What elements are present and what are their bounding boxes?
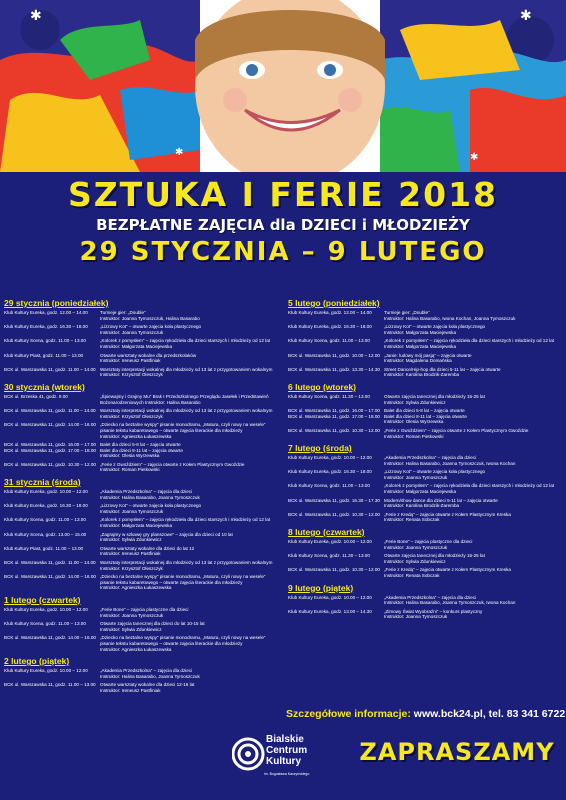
event-description: „Lizzowy Kot” – otwarte zajęcia koła plastycznego Instruktor: Joanna Tymoszczuk: [100, 324, 202, 335]
event-description: „Akademia Przedszkolna” – zajęcia dla dzieci Instruktor: Halina Basarabo, Joanna Tymoszczuk, Iwona Kochan: [384, 594, 516, 606]
svg-text:✱: ✱: [30, 8, 42, 24]
day-title: 9 lutego (piątek): [288, 582, 354, 593]
event-row: [4, 422, 274, 439]
event-description: Otwarte warsztaty wokalne dla dzieci 12-16 lat Instruktor: Ireneusz Pastfiniak: [100, 682, 195, 693]
event-description: „Dziecko na beztalne wyspy” pisanie monodramu, „Matura, czyli nowy na wesele” pisanie tekstu kabaretowego – otwarte zajęcia literackie dla młodzieży Instruktor: Agnieszka Łukaszewska: [100, 574, 266, 591]
closing-invitation: ZAPRASZAMY: [359, 738, 555, 766]
event-row: [288, 567, 558, 578]
event-venue-time: Klub Kultury Scena, godz. 11.30 – 13.00: [288, 393, 370, 399]
logo-line-1: Bialskie: [266, 734, 304, 745]
event-row: [288, 539, 558, 550]
event-venue-time: Klub Kultury Scena, godz. 13.00 – 15.00: [4, 531, 87, 537]
day-block: [288, 527, 558, 579]
event-description: „Kolorek z pomysłem” – zajęcia rękodzieła dla dzieci starszych i młodzieży od 12 lat Instruktor: Małgorzata Maciejewska: [384, 483, 555, 495]
event-description: Turnieje gier: „Double” Instruktor: Halina Basarabo, Iwona Kochan, Joanna Tymoszczuk: [384, 310, 516, 321]
event-venue-time: Klub Kultury Eureka, godz. 16.30 – 18.00: [4, 503, 88, 509]
event-venue-time: Klub Kultury Eureka, godz. 10.00 – 12.00: [288, 455, 372, 461]
svg-text:✱: ✱: [520, 8, 532, 24]
event-description: „Dziecko na beztalne wyspy” pisanie monodramu, „Matura, czyli nowy na wesele” pisanie tekstu kabaretowego – otwarte zajęcia literackie dla młodzieży Instruktor: Agnieszka Łukaszewska: [100, 635, 266, 652]
event-venue-time: Klub Kultury Eureka, godz. 12.00 – 14.00: [4, 310, 88, 315]
event-venue-time: Klub Kultury Eureka, godz. 12.00 – 14.00: [288, 310, 372, 315]
event-venue-time: BCK ul. Warszawska 11, godz. 10.30 – 12.00: [288, 567, 380, 573]
event-venue-time: Klub Kultury Eureka, godz. 10.00 – 12.00: [288, 594, 372, 600]
event-description: „Kolorek z pomysłem” – zajęcia rękodzieła dla dzieci starszych i młodzieży od 12 lat Instruktor: Małgorzata Maciejewska: [100, 517, 271, 529]
svg-text:✱: ✱: [470, 152, 479, 163]
event-row: [4, 462, 274, 473]
event-row: [4, 517, 274, 528]
event-row: [288, 455, 558, 466]
logo-line-2: Centrum: [266, 745, 308, 756]
poster-dates: 29 STYCZNIA – 9 LUTEGO: [79, 237, 487, 267]
day-title: 7 lutego (środa): [288, 443, 352, 454]
event-venue-time: Klub Kultury Scena, godz. 11.00 – 13.00: [4, 338, 86, 344]
day-title: 29 stycznia (poniedziałek): [4, 298, 109, 308]
event-row: [288, 428, 558, 439]
event-row: [4, 489, 274, 500]
event-venue-time: Klub Kultury Eureka, godz. 10.00 – 12.00: [288, 539, 372, 545]
day-title: 6 lutego (wtorek): [288, 381, 357, 392]
event-description: Otwarte warsztaty wokalne dla przedszkolaków Instruktor: Ireneusz Pastfiniak: [100, 352, 197, 364]
event-row: [288, 408, 558, 425]
event-row: [288, 469, 558, 480]
event-description: „Ferie z Gwoździem” – zajęcia otwarte z Kołem Plastycznym Gwoździe Instruktor: Roman Pietkowski: [100, 461, 245, 473]
event-venue-time: BCK ul. Warszawska 11, godz. 14.00 – 16.00: [4, 422, 96, 428]
event-venue-time: Klub Kultury Eureka, godz. 13.00 – 14.30: [288, 608, 372, 614]
event-description: „Lizzowy Kot” – otwarte zajęcia koła plastycznego Instruktor: Małgorzata Maciejewska: [384, 324, 486, 335]
event-venue-time: BCK ul. Warszawska 11, godz. 16.00 – 17.00 BCK ul. Warszawska 11, godz. 17.00 – 18.00: [4, 442, 96, 453]
event-row: [288, 324, 558, 335]
event-venue-time: BCK ul. Warszawska 11, godz. 13.30 – 14.30: [288, 366, 380, 372]
event-row: [4, 668, 274, 679]
day-block: [4, 477, 274, 591]
event-description: „Lizzowy Kot” – otwarte zajęcia koła plastycznego Instruktor: Joanna Tymoszczuk: [100, 503, 202, 514]
event-venue-time: BCK ul. Warszawska 11, godz. 11.00 – 13.00: [4, 682, 96, 688]
day-block: [288, 583, 558, 620]
event-venue-time: Klub Kultury Scena, godz. 11.00 – 13.00: [288, 338, 370, 344]
event-venue-time: BCK ul. Warszawska 11, godz. 14.00 – 16.00: [4, 635, 96, 641]
event-row: [4, 408, 274, 419]
event-row: [288, 483, 558, 494]
event-venue-time: Klub Kultury Scena, godz. 11.00 – 13.00: [4, 621, 86, 627]
event-row: [288, 595, 558, 606]
event-description: Otwarte warsztaty wokalne dla dzieci do lat 12 Instruktor: Ireneusz Pastfiniak: [100, 545, 195, 557]
info-contact[interactable]: www.bck24.pl, tel. 83 341 6722: [413, 708, 566, 720]
bck-logo: [232, 728, 352, 796]
event-description: „Zimowy Świat Wyobraźni” – konkurs plastyczny Instruktor: Joanna Tymoszczuk: [384, 608, 483, 620]
event-row: [288, 353, 558, 364]
day-title: 31 stycznia (środa): [4, 477, 81, 488]
event-venue-time: Klub Kultury Scena, godz. 11.00 – 13.00: [288, 483, 370, 489]
event-description: Turnieje gier: „Double” Instruktor: Joanna Tymoszczuk, Halina Basarabo: [100, 310, 200, 321]
event-description: „Akademia Przedszkolna” – zajęcia dla dzieci Instruktor: Halina Basarabo, Joanna Tymoszczuk, Iwona Kochan: [384, 455, 516, 466]
event-description: „Janie: ludowy mój pasją” – zajęcia otwarte Instruktor: Magdalena Domańska: [384, 352, 472, 364]
day-block: [288, 443, 558, 523]
event-description: „Ferie z Kredą” – zajęcia otwarte z Kołem Plastycznym Kreska Instruktor: Renata Sobczak: [384, 567, 511, 578]
event-description: „Śpiewajmy i Grajmy Mu” Brak I Przedszkolnego Przeglądu Jasełek i Przedstawień Bożonarodzeniowych Instruktor: Halina Basarabo: [100, 393, 269, 405]
schedule-right-column: [288, 298, 558, 624]
event-description: „Zagrajmy w szkawę gry planszowe” – zajęcia dla dzieci od 10 lat Instruktor: Sylwia Zdunkiewicz: [100, 531, 233, 543]
day-block: [4, 656, 274, 693]
event-description: Warsztaty interpretacji wokalnej dla młodzieży od 13 lat z przygotowaniem wokalnym Instruktor: Krzysztof Oleszczyk: [100, 366, 273, 378]
painted-hands-child-illustration: [0, 0, 566, 172]
event-description: „Kolorek z pomysłem” – zajęcia rękodzieła dla dzieci starszych i młodzieży od 12 lat Instruktor: Małgorzata Maciejewska: [384, 338, 555, 349]
event-row: [288, 310, 558, 321]
poster-title: SZTUKA I FERIE 2018: [67, 175, 499, 214]
event-venue-time: BCK ul. Warszawska 11, godz. 10.30 – 12.00: [288, 511, 380, 517]
logo-subtitle: im. Bogusława Kaczyńskiego: [264, 772, 310, 776]
day-title: 1 lutego (czwartek): [4, 594, 81, 605]
event-venue-time: Klub Kultury Eureka, godz. 16.30 – 18.00: [4, 324, 88, 330]
day-title: 5 lutego (poniedziałek): [288, 298, 380, 308]
event-description: „Akademia Przedszkolna” – zajęcia dla dzieci Instruktor: Halina Basarabo, Joanna Tymoszczuk: [100, 489, 200, 500]
day-block: [288, 382, 558, 439]
event-venue-time: Klub Kultury Eureka, godz. 10.00 – 12.00: [4, 606, 88, 612]
event-description: „Ferie z Gwoździem” – zajęcia otwarte z Kołem Plastycznym Gwoździe Instruktor: Roman Pietkowski: [384, 427, 529, 439]
event-row: [4, 532, 274, 543]
poster-subtitle: BEZPŁATNE ZAJĘCIA dla DZIECI i MŁODZIEŻY: [96, 216, 470, 234]
event-description: „Kolorek z pomysłem” – zajęcia rękodzieła dla dzieci starszych i młodzieży od 12 lat Instruktor: Małgorzata Maciejewska: [100, 338, 271, 349]
event-row: [4, 394, 274, 405]
event-venue-time: Klub Kultury Piast, godz. 11.00 – 13.00: [4, 352, 84, 358]
event-row: [4, 574, 274, 591]
event-description: Warsztaty interpretacji wokalnej dla młodzieży od 13 lat z przygotowaniem wokalnym Instruktor: Krzysztof Oleszczyk: [100, 560, 273, 571]
event-row: [288, 609, 558, 620]
event-description: „Ferie Bone” – zajęcia plastyczne dla dzieci Instruktor: Joanna Tymoszczuk: [100, 606, 189, 618]
event-row: [4, 442, 274, 459]
event-row: [4, 338, 274, 349]
event-description: Warsztaty interpretacji wokalnej dla młodzieży od 13 lat z przygotowaniem wokalnym Instruktor: Krzysztof Oleszczyk: [100, 408, 273, 419]
spiral-logo-icon: [232, 734, 266, 774]
event-row: [4, 560, 274, 571]
event-row: [4, 546, 274, 557]
event-row: [288, 512, 558, 523]
contact-info: [286, 708, 566, 720]
logo-line-3: Kultury: [266, 756, 301, 767]
event-row: [4, 353, 274, 364]
info-label: Szczegółowe informacje:: [286, 708, 411, 720]
event-row: [4, 310, 274, 321]
event-venue-time: BCK ul. Warszawska 11, godz. 14.00 – 16.00: [4, 574, 96, 580]
event-description: Balet dla dzieci 5-8 lat – zajęcia otwarte Balet dla dzieci 8-11 lat – zajęcia otwarte Instruktor: Olesia Wyrzewska: [100, 442, 183, 459]
event-description: Balet dla dzieci 5-8 lat – zajęcia otwarte Balet dla dzieci 8-11 lat – zajęcia otwarte Instruktor: Olesia Wyrzewska: [384, 408, 467, 425]
event-description: „Ferie Bone” – zajęcia plastyczne dla dzieci Instruktor: Joanna Tymoszczuk: [384, 539, 473, 550]
event-venue-time: Klub Kultury Eureka, godz. 10.00 – 12.00: [4, 668, 88, 674]
event-row: [4, 635, 274, 652]
day-title: 2 lutego (piątek): [4, 656, 70, 667]
event-description: Otwarte zajęcia tanecznej dla dzieci do lat 10-15 lat Instruktor: Sylwia Zdunkiewicz: [100, 621, 205, 632]
day-block: [4, 595, 274, 652]
day-block: [4, 382, 274, 473]
event-description: Street Dance/Hip-hop dla dzieci 5-11 lat – zajęcia otwarte Instruktor: Karolina Brodzik-Zaremba: [384, 366, 501, 378]
event-venue-time: BCK ul. Warszawska 11, godz. 10.00 – 12.00: [288, 352, 380, 358]
hero-photo: [0, 0, 566, 172]
schedule-left-column: [4, 298, 274, 698]
day-title: 8 lutego (czwartek): [288, 527, 365, 538]
event-row: [4, 324, 274, 335]
event-venue-time: Klub Kultury Eureka, godz. 16.30 – 18.00: [288, 469, 372, 475]
event-row: [288, 553, 558, 564]
event-venue-time: BCK ul. Warszawska 11, godz. 16.00 – 17.00 BCK ul. Warszawska 11, godz. 17.00 – 18.00: [288, 408, 380, 419]
event-venue-time: BCK ul. Warszawska 11, godz. 11.00 – 14.00: [4, 366, 96, 372]
event-row: [288, 367, 558, 378]
day-block: [288, 298, 558, 378]
event-row: [4, 607, 274, 618]
event-venue-time: BCK ul. Warszawska 11, godz. 10.30 – 12.00: [288, 427, 380, 433]
day-block: [4, 298, 274, 378]
event-venue-time: Klub Kultury Scena, godz. 11.30 – 13.00: [288, 553, 370, 559]
event-venue-time: BCK ul. Warszawska 11, godz. 11.00 – 14.00: [4, 560, 96, 565]
event-row: [288, 338, 558, 349]
event-description: „Ferie z Kredą” – zajęcia otwarte z Kołem Plastycznym Kreska Instruktor: Renata Sobczak: [384, 511, 511, 523]
event-row: [288, 394, 558, 405]
event-row: [288, 498, 558, 509]
event-description: „Dziecko na beztalne wyspy” pisanie monodramu, „Matura, czyli nowy na wesele” pisanie tekstu kabaretowego – otwarte zajęcia literackie dla młodzieży Instruktor: Agnieszka Łukaszewska: [100, 422, 266, 439]
event-venue-time: Klub Kultury Piast, godz. 11.00 – 13.00: [4, 545, 84, 551]
day-title: 30 stycznia (wtorek): [4, 381, 85, 392]
event-description: Otwarte zajęcia tanecznej dla młodzieży 15-25 lat Instruktor: Sylwia Zdunkiewicz: [384, 393, 485, 405]
event-description: Otwarte zajęcia tanecznej dla młodzieży 15-25 lat Instruktor: Sylwia Zdunkiewicz: [384, 553, 485, 564]
title-block: [0, 176, 566, 268]
event-venue-time: Klub Kultury Eureka, godz. 16.30 – 18.00: [288, 324, 372, 330]
event-row: [4, 367, 274, 378]
event-venue-time: BCK ul. Warszawska 11, godz. 16.30 – 17.30: [288, 497, 380, 503]
event-venue-time: BCK ul. Warszawska 11, godz. 11.00 – 14.00: [4, 408, 96, 414]
event-row: [4, 682, 274, 693]
event-row: [4, 621, 274, 632]
event-description: Modern/show dance dla dzieci 5-11 lat – zajęcia otwarte Instruktor: Karolina Brodzik-Zaremba: [384, 497, 498, 509]
logo-wordmark: [266, 734, 307, 767]
event-venue-time: Klub Kultury Scena, godz. 11.00 – 13.00: [4, 517, 86, 523]
event-venue-time: BCK ul. Brzeska 41, godz. 9.00: [4, 393, 68, 399]
svg-text:✱: ✱: [175, 147, 184, 158]
event-venue-time: Klub Kultury Eureka, godz. 10.00 – 12.00: [4, 489, 88, 495]
event-row: [4, 503, 274, 514]
event-venue-time: BCK ul. Warszawska 11, godz. 10.30 – 12.00: [4, 461, 96, 467]
event-description: „Lizzowy Kot” – otwarte zajęcia koła plastycznego Instruktor: Joanna Tymoszczuk: [384, 469, 486, 480]
event-description: „Akademia Przedszkolna” – zajęcia dla dzieci Instruktor: Halina Basarabo, Joanna Tymoszczuk: [100, 668, 200, 679]
